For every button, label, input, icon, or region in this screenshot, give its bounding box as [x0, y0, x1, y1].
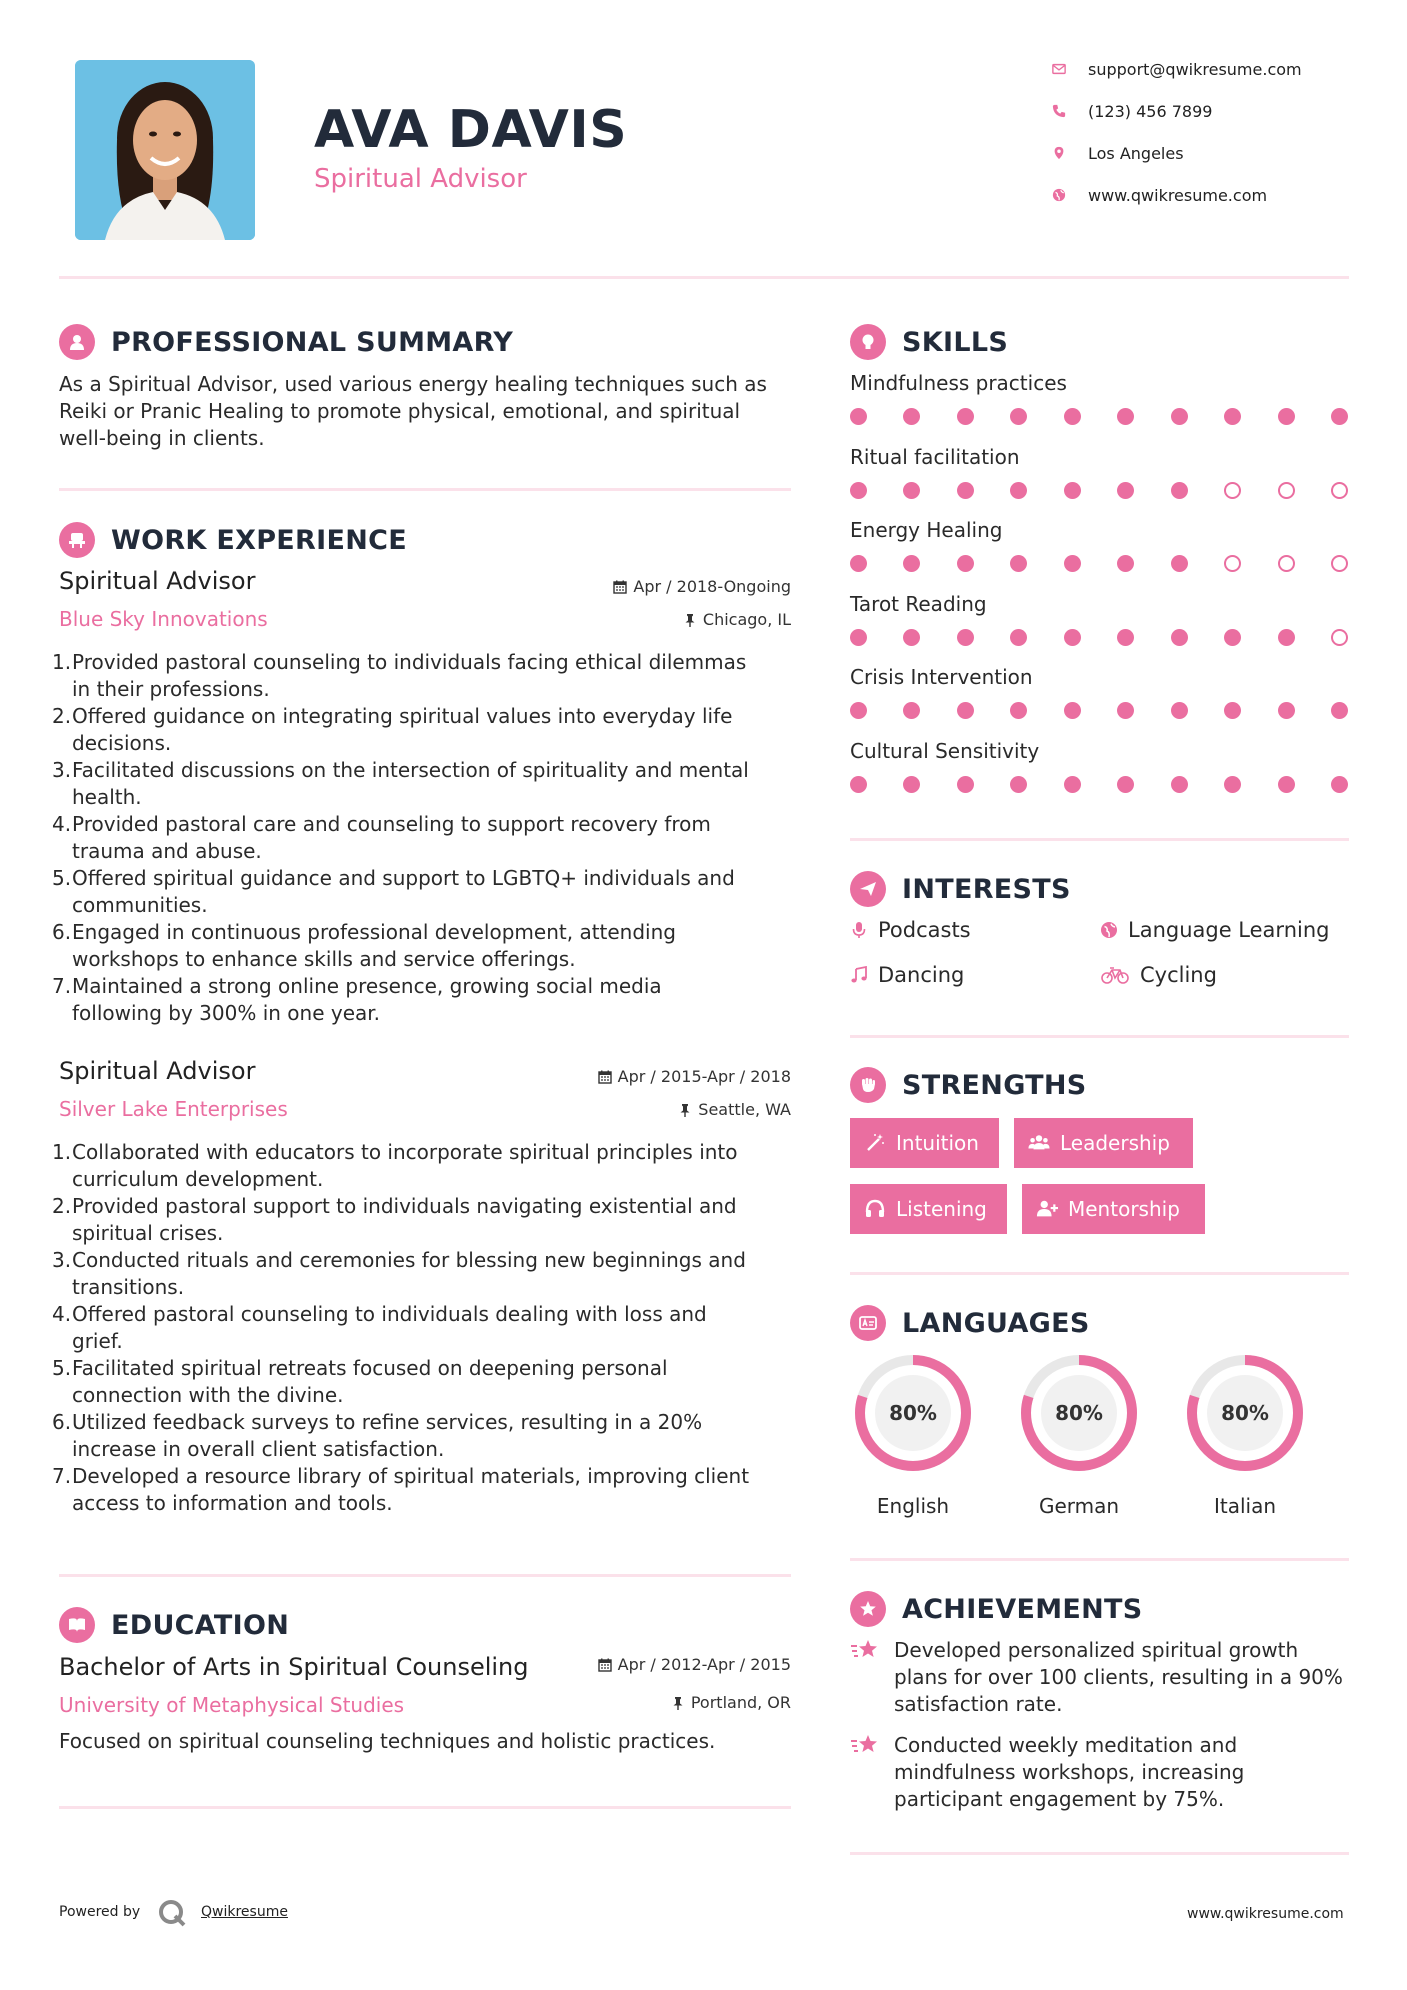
skill-rating	[850, 629, 1348, 646]
pushpin-icon	[683, 613, 697, 627]
calendar-icon	[598, 1658, 612, 1672]
rating-dot-filled	[957, 482, 974, 499]
rating-dot-filled	[1278, 702, 1295, 719]
qwikresume-link[interactable]: Qwikresume	[201, 1904, 288, 1920]
list-item: 2. Offered guidance on integrating spiritual values into everyday life decisions.	[52, 704, 733, 755]
education-title: EDUCATION	[111, 1609, 290, 1641]
rating-dot-filled	[1171, 702, 1188, 719]
language-item	[843, 1348, 983, 1518]
list-item: 1. Provided pastoral counseling to individuals facing ethical dilemmas in their professions.	[52, 650, 747, 701]
list-item: 4. Offered pastoral counseling to individuals dealing with loss and grief.	[52, 1302, 707, 1353]
skill-name: Energy Healing	[850, 518, 1003, 542]
rating-dot-filled	[1224, 408, 1241, 425]
skills-title: SKILLS	[902, 326, 1009, 358]
contact-email[interactable]	[1052, 58, 1302, 80]
rating-dot-filled	[903, 776, 920, 793]
work-title: WORK EXPERIENCE	[111, 524, 407, 556]
skill-name: Mindfulness practices	[850, 371, 1067, 395]
skills-list	[850, 371, 1350, 812]
rating-dot-filled	[1010, 776, 1027, 793]
rating-dot-filled	[1064, 555, 1081, 572]
rating-dot-filled	[957, 702, 974, 719]
language-percent: 80%	[1221, 1401, 1269, 1425]
globe-icon	[1100, 921, 1118, 939]
briefcase-icon	[59, 522, 95, 558]
footer-url[interactable]: www.qwikresume.com	[1187, 1906, 1344, 1922]
job-1-dates: Apr / 2018-Ongoing	[520, 577, 791, 596]
rating-dot-empty	[1224, 555, 1241, 572]
rating-dot-filled	[1224, 629, 1241, 646]
bicycle-icon	[1100, 966, 1130, 984]
rating-dot-empty	[1331, 482, 1348, 499]
rating-dot-filled	[1064, 776, 1081, 793]
skill-row	[850, 371, 1350, 445]
skill-row	[850, 592, 1350, 666]
job-2-duties	[52, 1139, 802, 1517]
candidate-name: AVA DAVIS	[314, 100, 628, 160]
language-name: English	[876, 1494, 950, 1518]
work-divider	[59, 1574, 791, 1577]
rating-dot-filled	[1010, 482, 1027, 499]
skill-name: Ritual facilitation	[850, 444, 1020, 469]
language-percent: 80%	[889, 1401, 937, 1425]
rating-dot-filled	[1331, 776, 1348, 793]
list-item: 1. Collaborated with educators to incorporate spiritual principles into curriculum development.	[52, 1140, 738, 1191]
achievement-item: Conducted weekly meditation and mindfulness workshops, increasing participant engagement by 75%.	[850, 1732, 1360, 1813]
map-pin-icon	[1052, 143, 1078, 163]
rating-dot-filled	[1010, 702, 1027, 719]
rating-dot-filled	[903, 702, 920, 719]
users-icon	[1028, 1132, 1050, 1154]
rating-dot-filled	[1171, 555, 1188, 572]
skill-name: Tarot Reading	[850, 591, 987, 616]
rating-dot-filled	[1171, 629, 1188, 646]
list-item: 2. Provided pastoral support to individuals navigating existential and spiritual crises.	[52, 1194, 737, 1245]
contact-phone-text: (123) 456 7899	[1088, 101, 1213, 121]
skills-divider	[850, 838, 1349, 841]
interests-divider	[850, 1035, 1349, 1038]
paper-plane-icon	[850, 871, 886, 907]
list-item: 5. Offered spiritual guidance and support to LGBTQ+ individuals and communities.	[52, 866, 735, 917]
profile-photo	[75, 60, 255, 240]
education-location: Portland, OR	[520, 1693, 791, 1712]
skill-row	[850, 445, 1350, 519]
qwikresume-logo-icon	[157, 1898, 187, 1928]
language-item	[1009, 1348, 1149, 1518]
job-2-company: Silver Lake Enterprises	[59, 1097, 288, 1121]
job-1-company: Blue Sky Innovations	[59, 607, 268, 631]
languages-heading	[850, 1305, 1090, 1341]
list-item: 3. Facilitated discussions on the intersection of spirituality and mental health.	[52, 758, 749, 809]
languages-divider	[850, 1558, 1349, 1561]
rating-dot-filled	[850, 408, 867, 425]
list-item: 7. Developed a resource library of spiritual materials, improving client access to information and tools.	[52, 1464, 750, 1515]
languages-rings	[843, 1348, 1343, 1518]
rating-dot-filled	[1010, 555, 1027, 572]
interests-title: INTERESTS	[902, 873, 1071, 905]
education-school: University of Metaphysical Studies	[59, 1693, 405, 1717]
music-icon	[850, 966, 868, 984]
language-name: German	[1038, 1494, 1120, 1518]
rating-dot-filled	[1010, 408, 1027, 425]
rating-dot-filled	[1117, 629, 1134, 646]
rating-dot-filled	[1117, 555, 1134, 572]
rating-dot-filled	[903, 482, 920, 499]
rating-dot-filled	[1117, 776, 1134, 793]
interest-cycling: Cycling	[1100, 963, 1217, 987]
list-item: 7. Maintained a strong online presence, growing social media following by 300% in one year.	[52, 974, 662, 1025]
strengths-heading	[850, 1067, 1087, 1103]
microphone-icon	[850, 921, 868, 939]
contact-location-text: Los Angeles	[1088, 143, 1184, 163]
rating-dot-filled	[1278, 408, 1295, 425]
rating-dot-empty	[1331, 555, 1348, 572]
list-item: 3. Conducted rituals and ceremonies for blessing new beginnings and transitions.	[52, 1248, 746, 1299]
strength-tag-listening: Listening	[850, 1184, 1007, 1234]
contact-phone[interactable]	[1052, 100, 1212, 122]
language-ring	[1009, 1348, 1149, 1478]
rating-dot-filled	[1224, 702, 1241, 719]
rating-dot-filled	[1278, 776, 1295, 793]
rating-dot-filled	[903, 555, 920, 572]
language-ring	[843, 1348, 983, 1478]
pushpin-icon	[671, 1696, 685, 1710]
skill-row	[850, 518, 1350, 592]
contact-location	[1052, 142, 1184, 164]
rating-dot-filled	[1171, 776, 1188, 793]
job-1-location: Chicago, IL	[520, 610, 791, 629]
summary-text: As a Spiritual Advisor, used various energy healing techniques such as Reiki or Pranic Healing to promote physical, emotional, and spiritual well-being in clients.	[59, 372, 767, 450]
rating-dot-filled	[1117, 702, 1134, 719]
rating-dot-filled	[850, 702, 867, 719]
skill-rating	[850, 408, 1348, 425]
globe-icon	[1052, 185, 1078, 205]
list-item: 4. Provided pastoral care and counseling to support recovery from trauma and abuse.	[52, 812, 711, 863]
list-item: 6. Utilized feedback surveys to refine services, resulting in a 20% increase in overall client satisfaction.	[52, 1410, 703, 1461]
summary-title: PROFESSIONAL SUMMARY	[111, 326, 514, 358]
education-divider	[59, 1806, 791, 1809]
achievements-divider	[850, 1852, 1349, 1855]
education-description: Focused on spiritual counseling techniques and holistic practices.	[59, 1729, 716, 1753]
rating-dot-filled	[957, 555, 974, 572]
contact-website-text: www.qwikresume.com	[1088, 185, 1268, 205]
education-degree: Bachelor of Arts in Spiritual Counseling	[59, 1653, 529, 1681]
fist-icon	[850, 1067, 886, 1103]
rating-dot-filled	[1331, 702, 1348, 719]
calendar-icon	[613, 580, 627, 594]
achievement-item: Developed personalized spiritual growth plans for over 100 clients, resulting in a 90% satisfaction rate.	[850, 1637, 1360, 1718]
education-heading	[59, 1607, 289, 1643]
strength-tag-leadership: Leadership	[1014, 1118, 1193, 1168]
job-2-location: Seattle, WA	[520, 1100, 791, 1119]
header-divider	[59, 276, 1349, 279]
rating-dot-filled	[903, 629, 920, 646]
rating-dot-filled	[850, 776, 867, 793]
phone-icon	[1052, 101, 1078, 121]
rating-dot-filled	[1117, 482, 1134, 499]
skills-heading	[850, 324, 1008, 360]
interest-language-learning: Language Learning	[1100, 918, 1329, 942]
rating-dot-filled	[1224, 776, 1241, 793]
rating-dot-filled	[1278, 629, 1295, 646]
strengths-divider	[850, 1272, 1349, 1275]
list-item: 5. Facilitated spiritual retreats focused on deepening personal connection with the divine.	[52, 1356, 668, 1407]
calendar-icon	[598, 1070, 612, 1084]
language-ring	[1175, 1348, 1315, 1478]
pushpin-icon	[678, 1103, 692, 1117]
summary-divider	[59, 488, 791, 491]
candidate-title: Spiritual Advisor	[314, 164, 527, 194]
shooting-star-icon	[850, 1637, 882, 1665]
language-name: Italian	[1213, 1494, 1277, 1518]
rating-dot-empty	[1331, 629, 1348, 646]
rating-dot-filled	[1331, 408, 1348, 425]
interest-podcasts: Podcasts	[850, 918, 971, 942]
headphones-icon	[864, 1198, 886, 1220]
rating-dot-filled	[850, 555, 867, 572]
rating-dot-filled	[1064, 408, 1081, 425]
user-plus-icon	[1036, 1198, 1058, 1220]
education-dates: Apr / 2012-Apr / 2015	[520, 1655, 791, 1674]
achievements-title: ACHIEVEMENTS	[902, 1593, 1143, 1625]
interests-heading	[850, 871, 1071, 907]
summary-heading	[59, 324, 513, 360]
language-card-icon	[850, 1305, 886, 1341]
rating-dot-filled	[903, 408, 920, 425]
strengths-title: STRENGTHS	[902, 1069, 1087, 1101]
rating-dot-filled	[957, 629, 974, 646]
contact-email-text: support@qwikresume.com	[1088, 59, 1302, 79]
contact-website[interactable]	[1052, 184, 1267, 206]
rating-dot-filled	[850, 629, 867, 646]
lightbulb-icon	[850, 324, 886, 360]
rating-dot-filled	[850, 482, 867, 499]
strength-tag-mentorship: Mentorship	[1022, 1184, 1205, 1234]
skill-rating	[850, 482, 1348, 499]
envelope-icon	[1052, 59, 1078, 79]
magic-wand-icon	[864, 1132, 886, 1154]
graduation-icon	[59, 1607, 95, 1643]
rating-dot-filled	[957, 408, 974, 425]
job-1-title: Spiritual Advisor	[59, 567, 256, 595]
skill-row	[850, 665, 1350, 739]
skill-row	[850, 739, 1350, 813]
skill-name: Cultural Sensitivity	[850, 738, 1040, 763]
skill-name: Crisis Intervention	[850, 665, 1033, 689]
user-icon	[59, 324, 95, 360]
rating-dot-filled	[1171, 482, 1188, 499]
achievements-heading	[850, 1591, 1143, 1627]
powered-by-label: Powered by	[59, 1904, 141, 1920]
rating-dot-filled	[1064, 482, 1081, 499]
language-item	[1175, 1348, 1315, 1518]
list-item: 6. Engaged in continuous professional development, attending workshops to enhance skills and service offerings.	[52, 920, 676, 971]
language-percent: 80%	[1055, 1401, 1103, 1425]
skill-rating	[850, 555, 1348, 572]
rating-dot-filled	[1117, 408, 1134, 425]
job-1-duties	[52, 649, 802, 1027]
work-heading	[59, 522, 407, 558]
interest-dancing: Dancing	[850, 963, 964, 987]
rating-dot-empty	[1278, 555, 1295, 572]
job-2-dates: Apr / 2015-Apr / 2018	[520, 1067, 791, 1086]
rating-dot-filled	[1064, 629, 1081, 646]
rating-dot-empty	[1278, 482, 1295, 499]
rating-dot-filled	[1010, 629, 1027, 646]
strength-tag-intuition: Intuition	[850, 1118, 999, 1168]
rating-dot-filled	[957, 776, 974, 793]
rating-dot-empty	[1224, 482, 1241, 499]
skill-rating	[850, 776, 1348, 793]
rating-dot-filled	[1064, 702, 1081, 719]
shooting-star-icon	[850, 1732, 882, 1760]
job-2-title: Spiritual Advisor	[59, 1057, 256, 1085]
star-badge-icon	[850, 1591, 886, 1627]
languages-title: LANGUAGES	[902, 1307, 1090, 1339]
skill-rating	[850, 702, 1348, 719]
rating-dot-filled	[1171, 408, 1188, 425]
